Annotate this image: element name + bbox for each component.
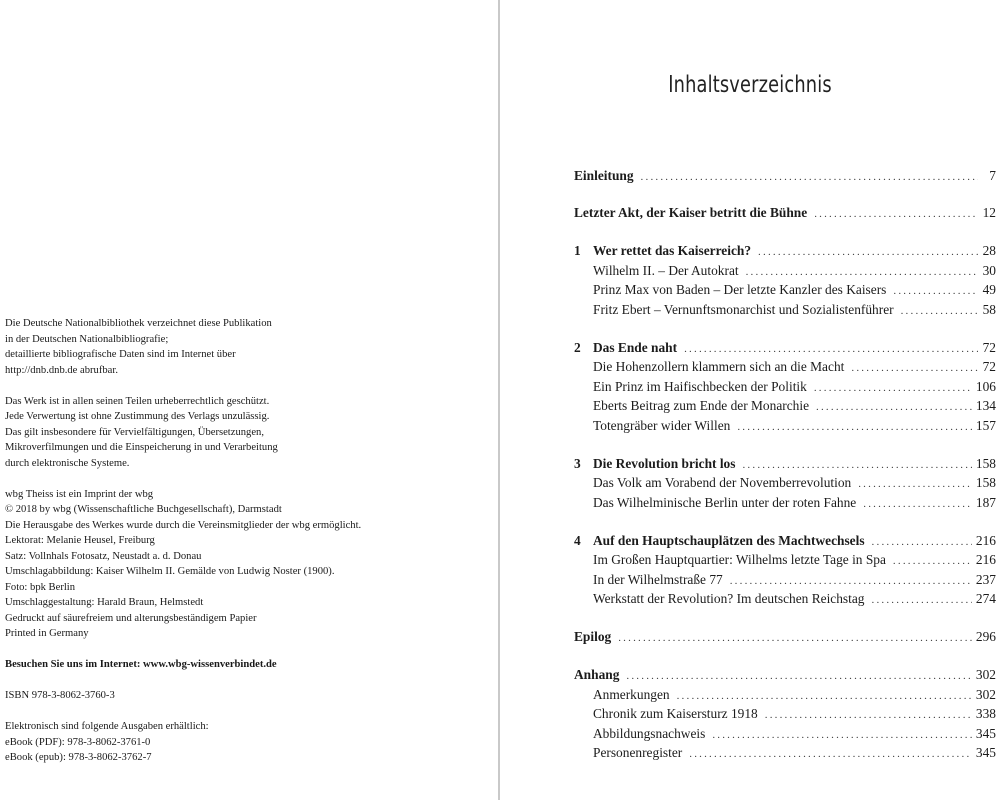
imprint-line: Das gilt insbesondere für Vervielfältigungen, Übersetzungen, bbox=[5, 426, 264, 438]
imprint-line: ISBN 978-3-8062-3760-3 bbox=[5, 690, 115, 701]
toc-dot-leader bbox=[901, 305, 978, 317]
toc-entry-label: Anmerkungen bbox=[593, 686, 670, 702]
imprint-line: Die Deutsche Nationalbibliothek verzeichnet diese Publikation bbox=[5, 318, 272, 329]
toc-entry-label: Totengräber wider Willen bbox=[593, 417, 731, 433]
toc-chapter-number: 3 bbox=[574, 455, 581, 471]
toc-entry-label: Das Wilhelminische Berlin unter der roten Fahne bbox=[593, 494, 857, 510]
toc-section-entry[interactable] bbox=[574, 398, 996, 418]
toc-entry-label: Abbildungsnachweis bbox=[593, 725, 706, 741]
toc-page-number: 302 bbox=[975, 686, 996, 702]
toc-chapter-entry[interactable] bbox=[574, 205, 996, 225]
toc-dot-leader bbox=[737, 421, 972, 433]
toc-title: Inhaltsverzeichnis bbox=[668, 72, 832, 98]
toc-page-number: 134 bbox=[975, 398, 996, 413]
imprint-paragraph bbox=[5, 719, 485, 766]
toc-chapter-number: 4 bbox=[574, 532, 581, 548]
imprint-line: Jede Verwertung ist ohne Zustimmung des Verlags unzulässig. bbox=[5, 411, 270, 422]
toc-section-entry[interactable] bbox=[574, 282, 996, 302]
toc-entry-label: Ein Prinz im Haifischbecken der Politik bbox=[593, 378, 807, 394]
toc-dot-leader bbox=[626, 670, 972, 682]
imprint-line: Die Herausgabe des Werkes wurde durch die Vereinsmitglieder der wbg ermöglicht. bbox=[5, 519, 362, 531]
imprint-line: durch elektronische Systeme. bbox=[5, 457, 130, 469]
toc-page-number: 49 bbox=[982, 282, 996, 297]
toc-chapter-entry[interactable] bbox=[574, 629, 996, 649]
toc-entry-label: Epilog bbox=[574, 629, 612, 644]
imprint-paragraph bbox=[5, 394, 485, 472]
toc-entry-label: Die Hohenzollern klammern sich an die Macht bbox=[593, 359, 845, 374]
toc-entry-label: Wilhelm II. – Der Autokrat bbox=[593, 262, 739, 278]
toc-entry-label: Fritz Ebert – Vernunftsmonarchist und Sozialistenführer bbox=[593, 301, 894, 317]
toc-chapter-entry[interactable] bbox=[574, 456, 996, 476]
toc-chapter-entry[interactable] bbox=[574, 340, 996, 360]
imprint-line: Mikroverfilmungen und die Einspeicherung in und Verarbeitung bbox=[5, 442, 278, 453]
toc-page-number: 158 bbox=[975, 455, 996, 471]
imprint-line: Umschlagabbildung: Kaiser Wilhelm II. Gemälde von Ludwig Noster (1900). bbox=[5, 566, 335, 577]
imprint-line: in der Deutschen Nationalbibliografie; bbox=[5, 333, 169, 345]
imprint-paragraph bbox=[5, 316, 485, 378]
toc-dot-leader bbox=[893, 285, 978, 297]
toc-dot-leader bbox=[641, 171, 978, 183]
toc-page-number: 72 bbox=[982, 339, 996, 355]
imprint-line: Das Werk ist in allen seinen Teilen urheberrechtlich geschützt. bbox=[5, 395, 270, 407]
toc-entry-label: Auf den Hauptschauplätzen des Machtwechsels bbox=[593, 532, 865, 548]
toc-entry-label: Werkstatt der Revolution? Im deutschen Reichstag bbox=[593, 591, 865, 606]
toc-section-entry[interactable] bbox=[574, 552, 996, 572]
toc-dot-leader bbox=[814, 382, 972, 394]
imprint-line: Besuchen Sie uns im Internet: www.wbg-wissenverbindet.de bbox=[5, 659, 277, 670]
imprint-line: Satz: Vollnhals Fotosatz, Neustadt a. d. Donau bbox=[5, 550, 202, 562]
toc-chapter-entry[interactable] bbox=[574, 667, 996, 687]
toc-dot-leader bbox=[742, 459, 971, 471]
imprint-line: eBook (epub): 978-3-8062-3762-7 bbox=[5, 752, 152, 763]
toc-dot-leader bbox=[684, 343, 978, 355]
toc-chapter-number: 2 bbox=[574, 339, 581, 355]
toc-dot-leader bbox=[712, 729, 972, 741]
imprint-line: © 2018 by wbg (Wissenschaftliche Buchgesellschaft), Darmstadt bbox=[5, 504, 282, 515]
toc-dot-leader bbox=[816, 401, 972, 413]
toc-dot-leader bbox=[872, 536, 972, 548]
toc-section-entry[interactable] bbox=[574, 302, 996, 322]
toc-page-number: 237 bbox=[975, 571, 996, 587]
toc-page-number: 338 bbox=[975, 706, 996, 721]
toc-page-number: 345 bbox=[975, 745, 996, 760]
toc-entry-label: Letzter Akt, der Kaiser betritt die Bühne bbox=[574, 205, 808, 220]
toc-page-number: 106 bbox=[975, 378, 996, 394]
toc-section-entry[interactable] bbox=[574, 475, 996, 495]
toc-dot-leader bbox=[746, 266, 978, 278]
toc-section-entry[interactable] bbox=[574, 726, 996, 746]
toc-section-entry[interactable] bbox=[574, 745, 996, 765]
toc-chapter-number: 1 bbox=[574, 243, 581, 258]
toc-dot-leader bbox=[758, 246, 978, 258]
imprint-line: http://dnb.dnb.de abrufbar. bbox=[5, 364, 118, 376]
toc-page-number: 58 bbox=[982, 301, 996, 317]
toc-page-number: 216 bbox=[975, 552, 996, 567]
toc-chapter-entry[interactable] bbox=[574, 243, 996, 263]
toc-entry-label: Das Volk am Vorabend der Novemberrevolution bbox=[593, 475, 852, 490]
toc-dot-leader bbox=[893, 555, 972, 567]
toc-page-number: 7 bbox=[989, 168, 996, 183]
toc-section-entry[interactable] bbox=[574, 359, 996, 379]
toc-page-number: 72 bbox=[982, 359, 996, 374]
toc-dot-leader bbox=[863, 498, 972, 510]
toc-entry-label: Anhang bbox=[574, 667, 620, 682]
toc-page-number: 187 bbox=[975, 494, 996, 510]
toc-dot-leader bbox=[689, 748, 972, 760]
toc-entry-label: Einleitung bbox=[574, 168, 634, 183]
imprint-line: eBook (PDF): 978-3-8062-3761-0 bbox=[5, 736, 151, 748]
toc-section-entry[interactable] bbox=[574, 706, 996, 726]
toc-dot-leader bbox=[730, 575, 972, 587]
imprint-line: Lektorat: Melanie Heusel, Freiburg bbox=[5, 535, 155, 546]
toc-page-number: 296 bbox=[975, 629, 996, 644]
toc-section-entry[interactable] bbox=[574, 591, 996, 611]
toc-section-entry[interactable] bbox=[574, 687, 996, 707]
toc-section-entry[interactable] bbox=[574, 572, 996, 592]
toc-page-number: 302 bbox=[975, 667, 996, 682]
toc-chapter-entry[interactable] bbox=[574, 168, 996, 188]
toc-entry-label: Das Ende naht bbox=[593, 339, 678, 355]
imprint-line: detaillierte bibliografische Daten sind im Internet über bbox=[5, 349, 236, 360]
toc-page-number: 157 bbox=[975, 417, 996, 433]
toc-page-number: 274 bbox=[975, 591, 996, 606]
imprint-line: Elektronisch sind folgende Ausgaben erhältlich: bbox=[5, 721, 209, 732]
toc-section-entry[interactable] bbox=[574, 263, 996, 283]
imprint-paragraph bbox=[5, 487, 485, 642]
toc-entry-label: Die Revolution bricht los bbox=[593, 455, 736, 471]
toc-dot-leader bbox=[851, 362, 978, 374]
toc-dot-leader bbox=[677, 690, 972, 702]
imprint-paragraph bbox=[5, 688, 485, 704]
toc-dot-leader bbox=[618, 632, 972, 644]
toc-page-number: 30 bbox=[982, 262, 996, 278]
toc-dot-leader bbox=[872, 594, 972, 606]
toc-page-number: 158 bbox=[975, 475, 996, 490]
imprint-paragraph bbox=[5, 657, 485, 673]
toc-entry-label: Im Großen Hauptquartier: Wilhelms letzte Tage in Spa bbox=[593, 552, 886, 567]
imprint-line: Printed in Germany bbox=[5, 628, 89, 639]
toc-section-entry[interactable] bbox=[574, 379, 996, 399]
toc-page-number: 28 bbox=[982, 243, 996, 258]
left-page bbox=[0, 0, 498, 800]
toc-dot-leader bbox=[765, 709, 972, 721]
toc-section-entry[interactable] bbox=[574, 418, 996, 438]
toc-entry-label: Chronik zum Kaisersturz 1918 bbox=[593, 706, 758, 721]
toc-entry-label: Wer rettet das Kaiserreich? bbox=[593, 243, 752, 258]
toc-entry-label: In der Wilhelmstraße 77 bbox=[593, 571, 723, 587]
toc-entry-label: Prinz Max von Baden – Der letzte Kanzler des Kaisers bbox=[593, 282, 887, 297]
imprint-block bbox=[5, 316, 485, 766]
toc-dot-leader bbox=[858, 478, 972, 490]
imprint-line: Umschlaggestaltung: Harald Braun, Helmstedt bbox=[5, 597, 204, 608]
toc-page-number: 216 bbox=[975, 532, 996, 548]
toc-entry-label: Eberts Beitrag zum Ende der Monarchie bbox=[593, 398, 810, 413]
toc-entry-label: Personenregister bbox=[593, 745, 683, 760]
toc-dot-leader bbox=[814, 208, 978, 220]
toc-section-entry[interactable] bbox=[574, 495, 996, 515]
imprint-line: Foto: bpk Berlin bbox=[5, 581, 76, 593]
imprint-line: wbg Theiss ist ein Imprint der wbg bbox=[5, 488, 154, 500]
toc-page-number: 12 bbox=[982, 205, 996, 220]
imprint-line: Gedruckt auf säurefreiem und alterungsbeständigem Papier bbox=[5, 612, 257, 624]
toc-chapter-entry[interactable] bbox=[574, 533, 996, 553]
toc-page-number: 345 bbox=[975, 725, 996, 741]
